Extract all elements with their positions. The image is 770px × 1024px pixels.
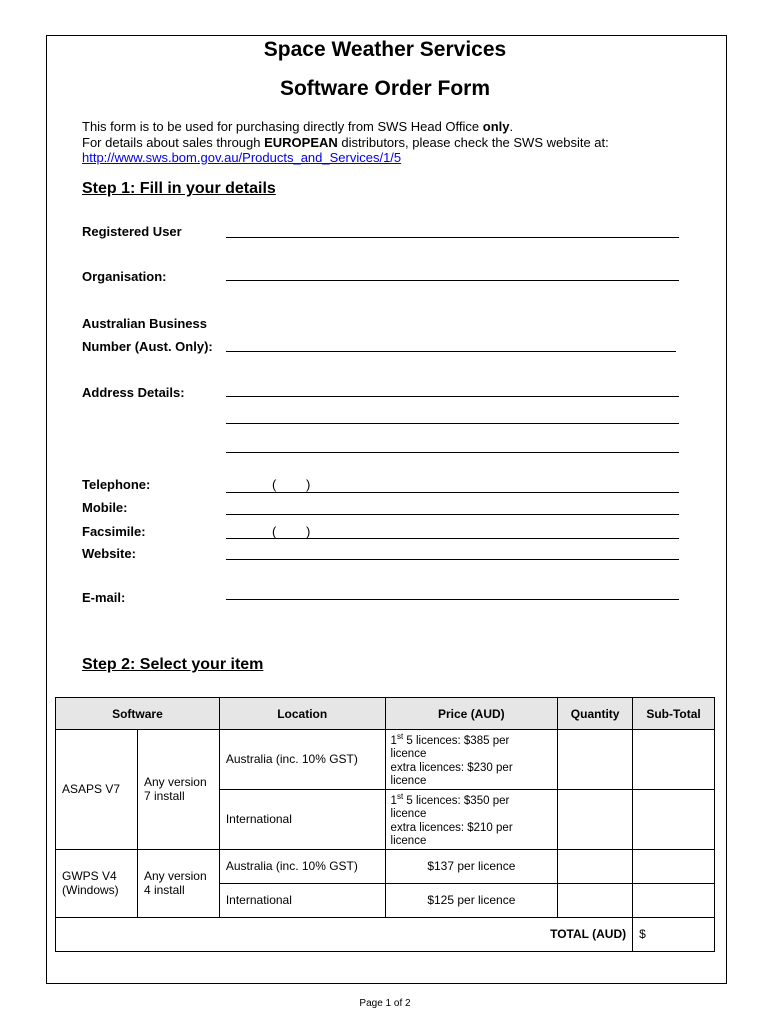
gwps-aus-price: $137 per licence: [385, 849, 558, 883]
col-quantity: Quantity: [558, 698, 633, 730]
abn-field[interactable]: [226, 351, 676, 352]
intro-text: This form is to be used for purchasing directly from SWS Head Office only. For details about sales through EUROPEAN distributors, please check the SWS website at: http://www.sws.bom.gov.au/Products_and_Services/1/5: [82, 119, 609, 165]
asaps-intl-price: 1st 5 licences: $350 per licence extra licences: $210 per licence: [385, 789, 558, 849]
website-field[interactable]: [226, 559, 679, 560]
col-location: Location: [219, 698, 385, 730]
telephone-field[interactable]: [226, 492, 679, 493]
total-row: [56, 917, 715, 951]
asaps-intl-subtotal-cell[interactable]: [633, 789, 715, 849]
total-value[interactable]: $: [633, 917, 715, 951]
abn-label-line2: Number (Aust. Only):: [82, 339, 213, 354]
asaps-aus-location: Australia (inc. 10% GST): [219, 730, 385, 790]
gwps-aus-subtotal-cell[interactable]: [633, 849, 715, 883]
mobile-field[interactable]: [226, 514, 679, 515]
page-number: Page 1 of 2: [359, 998, 411, 1009]
address-field-line1[interactable]: [226, 396, 679, 397]
step2-heading: Step 2: Select your item: [82, 656, 264, 673]
facsimile-field[interactable]: [226, 538, 679, 539]
gwps-name: GWPS V4 (Windows): [56, 849, 138, 917]
email-field[interactable]: [226, 599, 679, 600]
col-software: Software: [56, 698, 220, 730]
registered-user-field[interactable]: [226, 237, 679, 238]
organisation-field[interactable]: [226, 280, 679, 281]
telephone-area-open: (: [272, 477, 277, 492]
step1-heading: Step 1: Fill in your details: [82, 180, 276, 197]
facsimile-area-open: (: [272, 524, 277, 539]
page-subtitle: Software Order Form: [279, 77, 491, 100]
telephone-area-close: ): [306, 477, 311, 492]
asaps-aus-price: 1st 5 licences: $385 per licence extra licences: $230 per licence: [385, 730, 558, 790]
total-label: TOTAL (AUD): [56, 917, 633, 951]
col-subtotal: Sub-Total: [633, 698, 715, 730]
telephone-label: Telephone:: [82, 477, 151, 492]
mobile-label: Mobile:: [82, 500, 128, 515]
facsimile-area-close: ): [306, 524, 311, 539]
address-label: Address Details:: [82, 385, 185, 400]
gwps-version: Any version 4 install: [137, 849, 219, 917]
website-label: Website:: [82, 546, 136, 561]
sws-website-link[interactable]: http://www.sws.bom.gov.au/Products_and_Services/1/5: [82, 150, 402, 165]
gwps-intl-location: International: [219, 883, 385, 917]
order-table: [55, 697, 715, 952]
address-field-line2[interactable]: [226, 423, 679, 424]
gwps-aus-quantity-cell[interactable]: [558, 849, 633, 883]
email-label: E-mail:: [82, 590, 126, 605]
page-title: Space Weather Services: [263, 38, 507, 61]
asaps-version: Any version 7 install: [137, 730, 219, 850]
asaps-intl-quantity-cell[interactable]: [558, 789, 633, 849]
asaps-name: ASAPS V7: [56, 730, 138, 850]
facsimile-label: Facsimile:: [82, 524, 146, 539]
gwps-intl-subtotal-cell[interactable]: [633, 883, 715, 917]
abn-label-line1: Australian Business: [82, 316, 207, 331]
table-row: [56, 849, 715, 883]
asaps-intl-location: International: [219, 789, 385, 849]
asaps-aus-subtotal-cell[interactable]: [633, 730, 715, 790]
asaps-aus-quantity-cell[interactable]: [558, 730, 633, 790]
registered-user-label: Registered User: [82, 224, 182, 239]
gwps-aus-location: Australia (inc. 10% GST): [219, 849, 385, 883]
col-price: Price (AUD): [385, 698, 558, 730]
table-row: [56, 730, 715, 790]
table-header-row: [56, 698, 715, 730]
gwps-intl-quantity-cell[interactable]: [558, 883, 633, 917]
address-field-line3[interactable]: [226, 452, 679, 453]
gwps-intl-price: $125 per licence: [385, 883, 558, 917]
organisation-label: Organisation:: [82, 269, 167, 284]
